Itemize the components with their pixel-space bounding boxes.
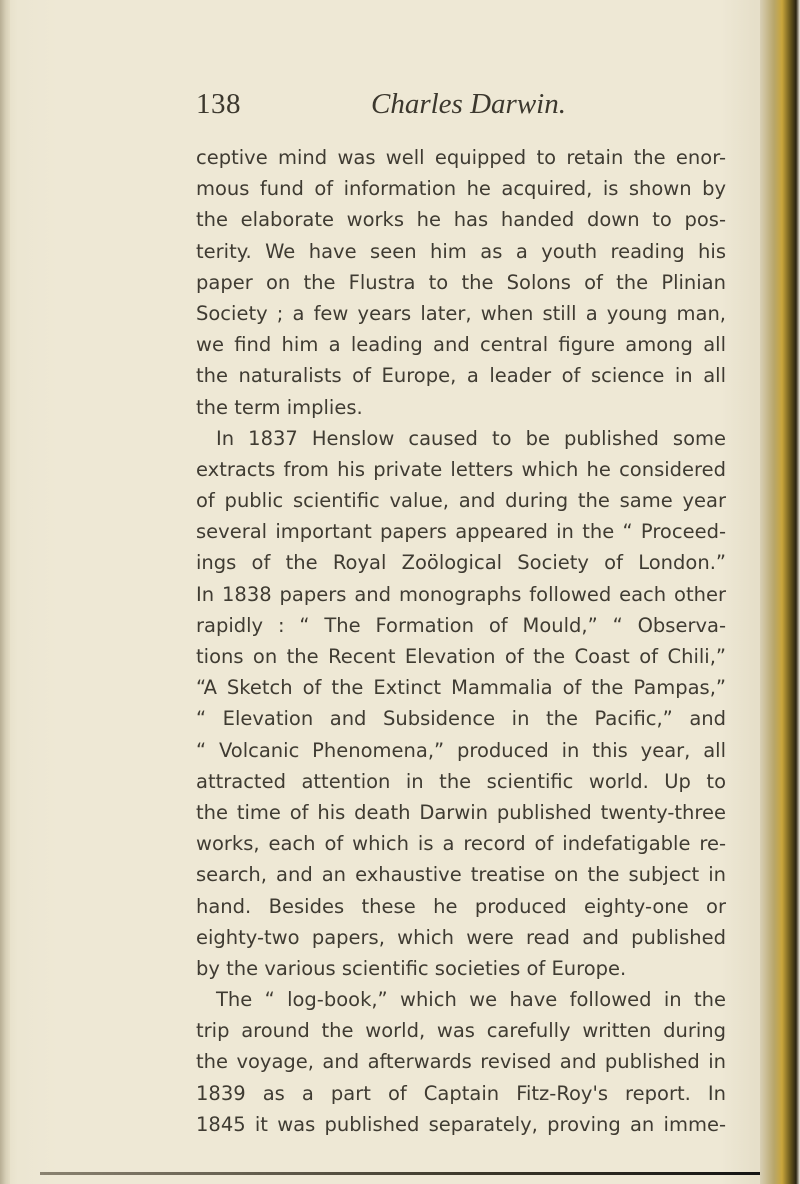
text-line: “A Sketch of the Extinct Mammalia of the Pampas,”	[196, 676, 726, 700]
text-line: terity. We have seen him as a youth reading his	[196, 239, 726, 263]
text-line: 1845 it was published separately, proving an imme-	[196, 1112, 726, 1136]
text-line: paper on the Flustra to the Solons of the Plinian	[196, 270, 726, 294]
text-line: ceptive mind was well equipped to retain the enor-	[196, 146, 726, 169]
text-line: 1839 as a part of Captain Fitz-Roy's report. In	[196, 1081, 726, 1105]
text-line: hand. Besides these he produced eighty-one or	[196, 894, 726, 918]
text-line: extracts from his private letters which he considered	[196, 457, 726, 481]
page-bottom-edge	[40, 1172, 780, 1175]
text-line: ings of the Royal Zoölogical Society of London.”	[196, 551, 726, 575]
running-title: Charles Darwin.	[371, 88, 566, 120]
text-line: eighty-two papers, which were read and published	[196, 925, 726, 949]
text-line: works, each of which is a record of indefatigable re-	[196, 832, 726, 856]
text-line: we find him a leading and central figure among all	[196, 333, 726, 357]
page-header	[196, 88, 776, 128]
text-line: the term implies.	[196, 395, 363, 419]
text-line: the naturalists of Europe, a leader of science in all	[196, 364, 726, 388]
body-text	[196, 142, 726, 1140]
text-line: “ Volcanic Phenomena,” produced in this year, all	[196, 738, 726, 762]
text-line: several important papers appeared in the “ Proceed-	[196, 520, 726, 544]
page-gutter	[0, 0, 10, 1184]
text-line: of public scientific value, and during the same year	[196, 489, 726, 513]
text-line: the voyage, and afterwards revised and published in	[196, 1050, 726, 1074]
text-line: In 1838 papers and monographs followed each other	[196, 582, 726, 606]
text-line: the time of his death Darwin published twenty-three	[196, 800, 726, 824]
book-edge	[760, 0, 800, 1184]
text-line: Society ; a few years later, when still a young man,	[196, 301, 726, 325]
text-line: by the various scientific societies of Europe.	[196, 956, 627, 980]
text-line: tions on the Recent Elevation of the Coast of Chili,”	[196, 645, 726, 668]
text-line: search, and an exhaustive treatise on the subject in	[196, 863, 726, 887]
text-line: The “ log-book,” which we have followed in the	[216, 988, 726, 1012]
text-line: attracted attention in the scientific world. Up to	[196, 769, 726, 793]
text-line: rapidly : “ The Formation of Mould,” “ Observa-	[196, 613, 726, 637]
text-line: In 1837 Henslow caused to be published some	[216, 426, 726, 450]
page-number: 138	[196, 88, 241, 120]
text-line: trip around the world, was carefully written during	[196, 1019, 726, 1043]
text-line: “ Elevation and Subsidence in the Pacific,” and	[196, 707, 726, 731]
text-line: the elaborate works he has handed down to pos-	[196, 208, 726, 232]
text-line: mous fund of information he acquired, is shown by	[196, 177, 726, 201]
